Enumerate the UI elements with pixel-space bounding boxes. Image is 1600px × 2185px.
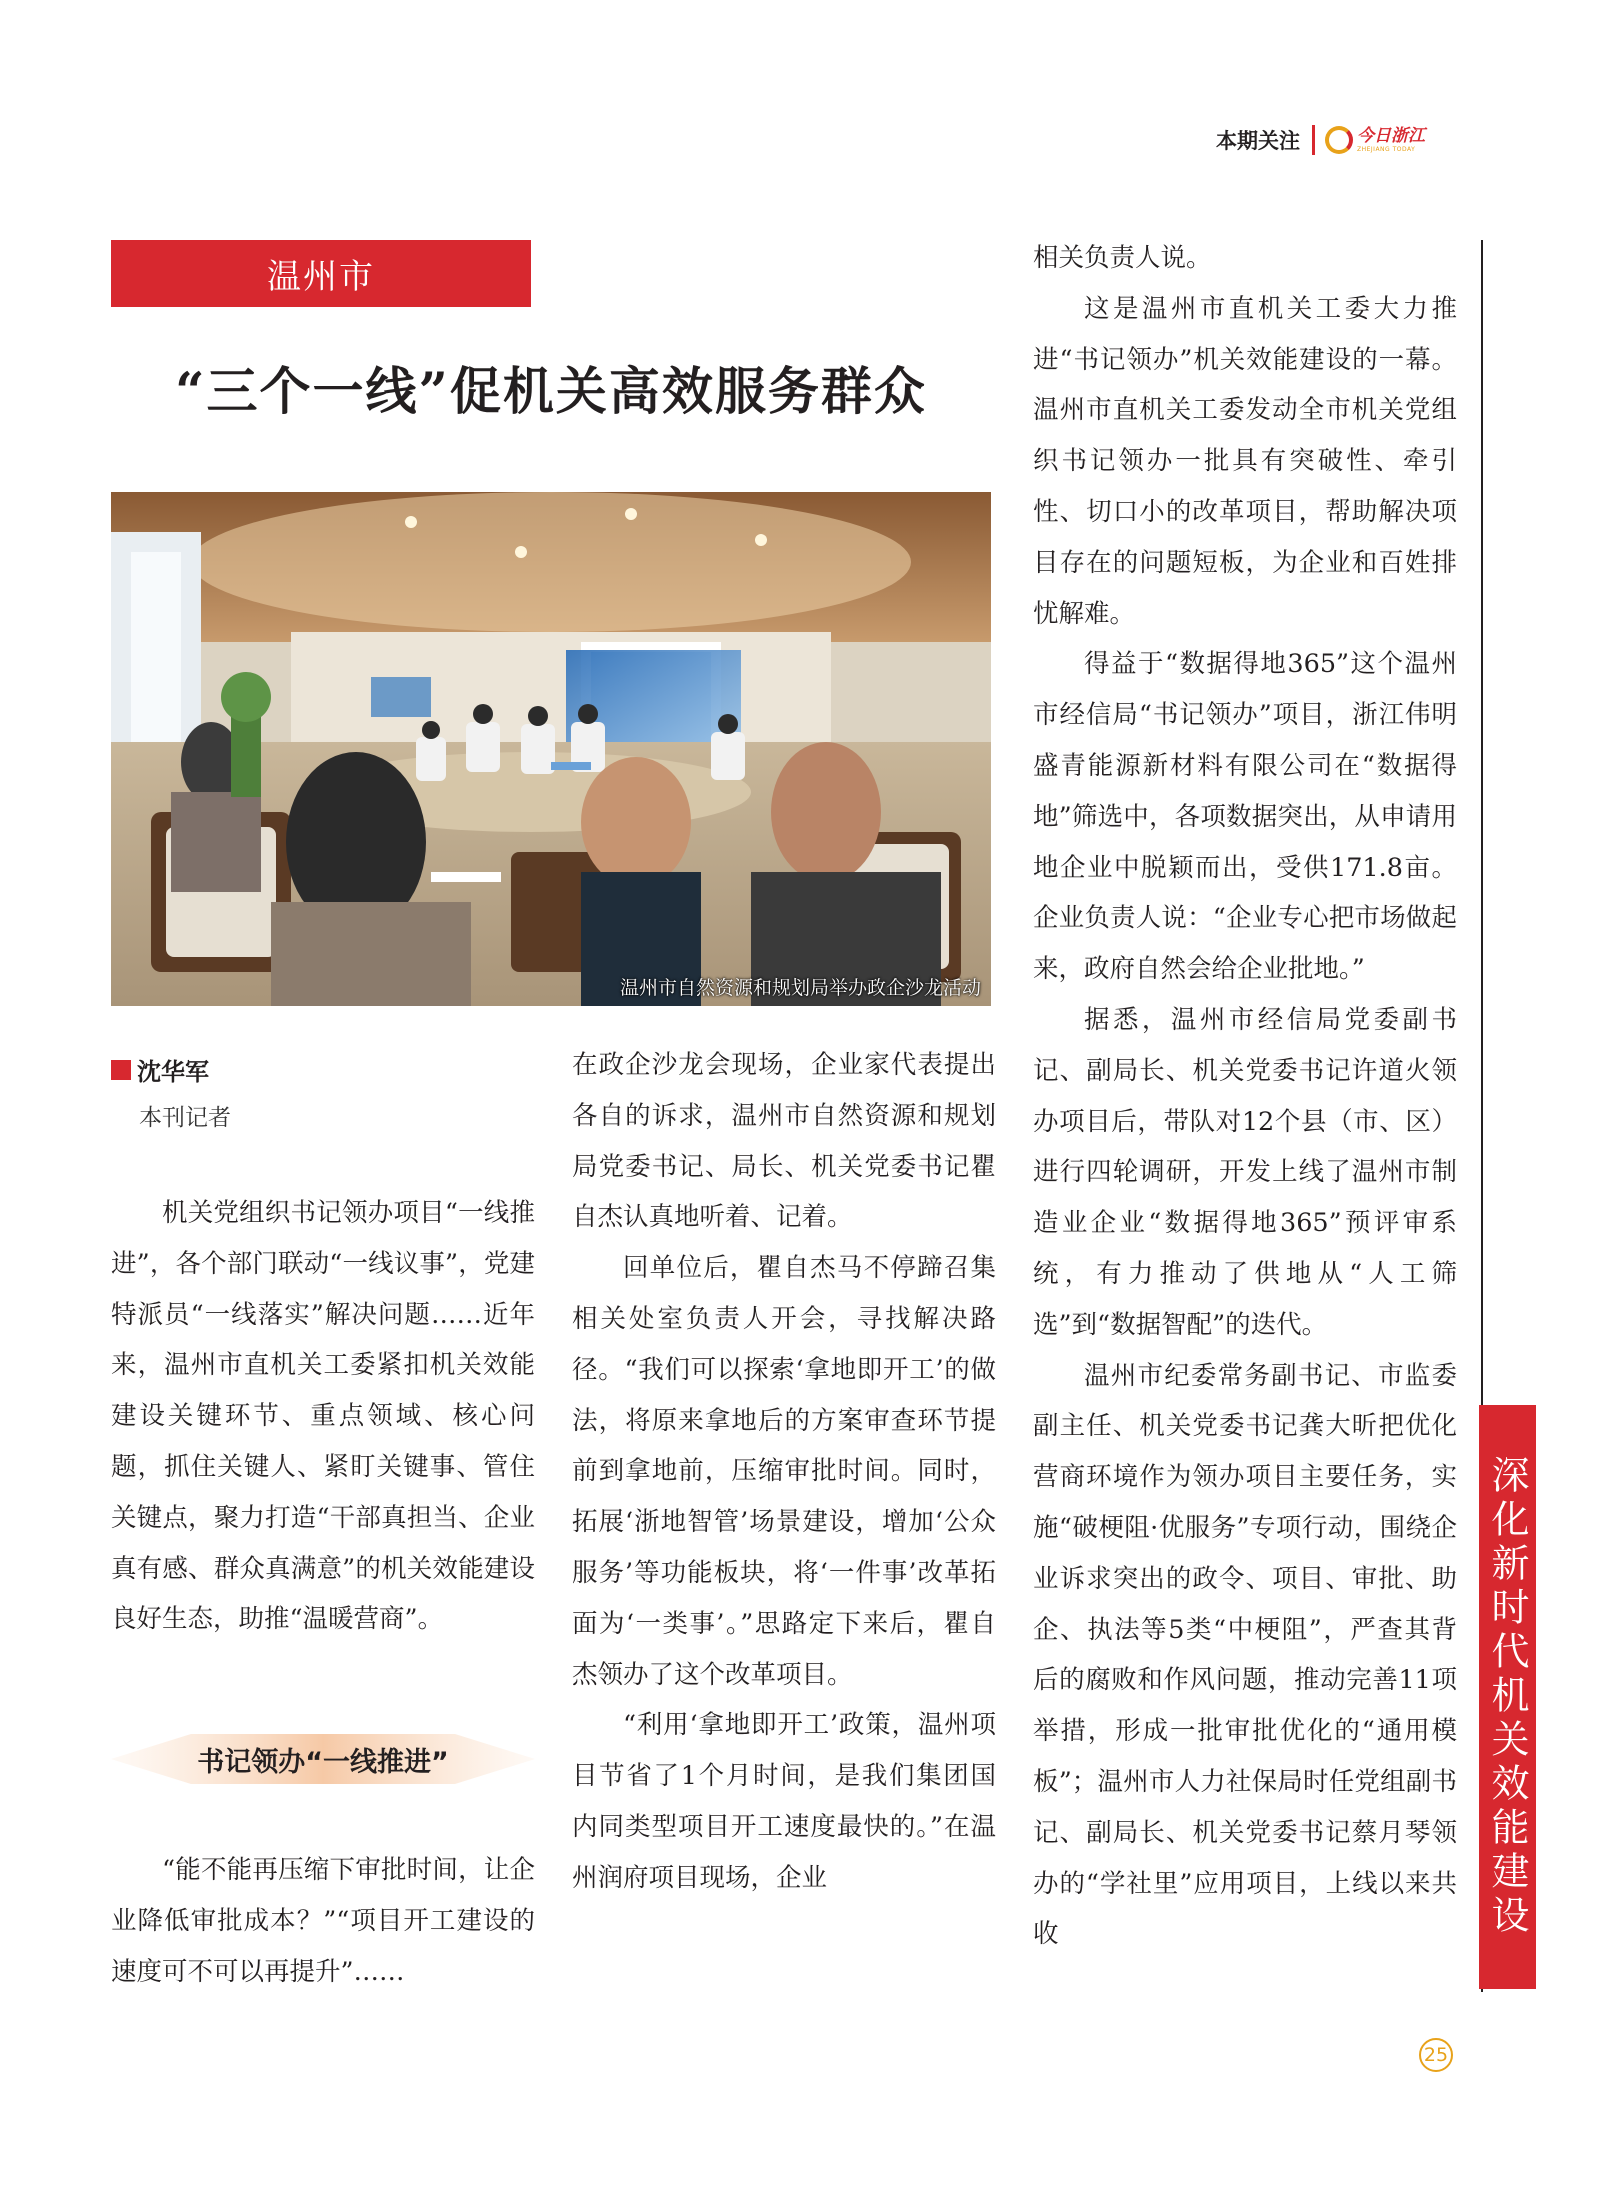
page-header (1216, 122, 1425, 158)
side-tab-label: 深化新时代机关效能建设 (1485, 1455, 1529, 1939)
paragraph: 在政企沙龙会现场，企业家代表提出各自的诉求，温州市自然资源和规划局党委书记、局长、机关党委书记瞿自杰认真地听着、记着。 (572, 1050, 996, 1233)
paragraph: 得益于“数据得地365”这个温州市经信局“书记领办”项目，浙江伟明盛青能源新材料有限公司在“数据得地”筛选中，各项数据突出，从申请用地企业中脱颖而出，受供171.8亩。企业负责人说：“企业专心把市场做起来，政府自然会给企业批地。” (1033, 649, 1457, 985)
section-label: 本期关注 (1216, 129, 1300, 153)
paragraph: “能不能再压缩下审批时间，让企业降低审批成本？”“项目开工建设的速度可不可以再提升”…… (111, 1855, 535, 1987)
header-divider (1312, 125, 1315, 155)
column-1-upper (111, 1188, 535, 1645)
column-2 (572, 1040, 996, 1904)
byline (111, 1052, 231, 1132)
paragraph: 相关负责人说。 (1033, 243, 1212, 273)
section-subhead (111, 1728, 535, 1790)
author-name: 沈华军 (137, 1058, 209, 1086)
logo-en-text: ZHEJIANG TODAY (1357, 145, 1416, 153)
paragraph: 温州市纪委常务副书记、市监委副主任、机关党委书记龚大昕把优化营商环境作为领办项目主要任务，实施“破梗阻·优服务”专项行动，围绕企业诉求突出的政令、项目、审批、助企、执法等5类“中梗阻”，严查其背后的腐败和作风问题，推动完善11项举措，形成一批审批优化的“通用模板”；温州市人力社保局时任党组副书记、副局长、机关党委书记蔡月琴领办的“学社里”应用项目，上线以来共收 (1033, 1360, 1457, 1950)
paragraph: 这是温州市直机关工委大力推进“书记领办”机关效能建设的一幕。温州市直机关工委发动全市机关党组织书记领办一批具有突破性、牵引性、切口小的改革项目，帮助解决项目存在的问题短板，为企业和百姓排忧解难。 (1033, 293, 1457, 629)
paragraph: 据悉，温州市经信局党委副书记、副局长、机关党委书记许道火领办项目后，带队对12个县（市、区）进行四轮调研，开发上线了温州市制造业企业“数据得地365”预评审系统，有力推动了供地从“人工筛选”到“数据智配”的迭代。 (1033, 1004, 1457, 1340)
side-section-tab (1479, 1405, 1536, 1989)
city-tag (111, 240, 531, 307)
paragraph: “利用‘拿地即开工’政策，温州项目节省了1个月时间，是我们集团国内同类型项目开工速度最快的。”在温州润府项目现场，企业 (572, 1710, 996, 1893)
logo-mark-icon (1325, 126, 1353, 154)
logo-cn-text: 今日浙江 (1357, 125, 1425, 146)
column-3 (1033, 233, 1457, 1960)
byline-marker (111, 1060, 131, 1080)
column-1-lower (111, 1845, 535, 1997)
subhead-text: 书记领办“一线推进” (197, 1746, 449, 1778)
page-number: 25 (1419, 2038, 1453, 2072)
paragraph: 机关党组织书记领办项目“一线推进”，各个部门联动“一线议事”，党建特派员“一线落实”解决问题……近年来，温州市直机关工委紧扣机关效能建设关键环节、重点领域、核心问题，抓住关键人、紧盯关键事、管住关键点，聚力打造“干部真担当、企业真有感、群众真满意”的机关效能建设良好生态，助推“温暖营商”。 (111, 1198, 535, 1635)
article-headline: “三个一线”促机关高效服务群众 (175, 362, 927, 422)
city-tag-label: 温州市 (267, 257, 375, 297)
meeting-photo-illustration (111, 492, 991, 1006)
article-photo (111, 492, 991, 1006)
author-role: 本刊记者 (139, 1105, 231, 1131)
magazine-logo (1325, 126, 1425, 154)
photo-caption: 温州市自然资源和规划局举办政企沙龙活动 (619, 977, 981, 999)
paragraph: 回单位后，瞿自杰马不停蹄召集相关处室负责人开会，寻找解决路径。“我们可以探索‘拿地即开工’的做法，将原来拿地后的方案审查环节提前到拿地前，压缩审批时间。同时，拓展‘浙地智管’场景建设，增加‘公众服务’等功能板块，将‘一件事’改革拓面为‘一类事’。”思路定下来后，瞿自杰领办了这个改革项目。 (572, 1253, 996, 1690)
